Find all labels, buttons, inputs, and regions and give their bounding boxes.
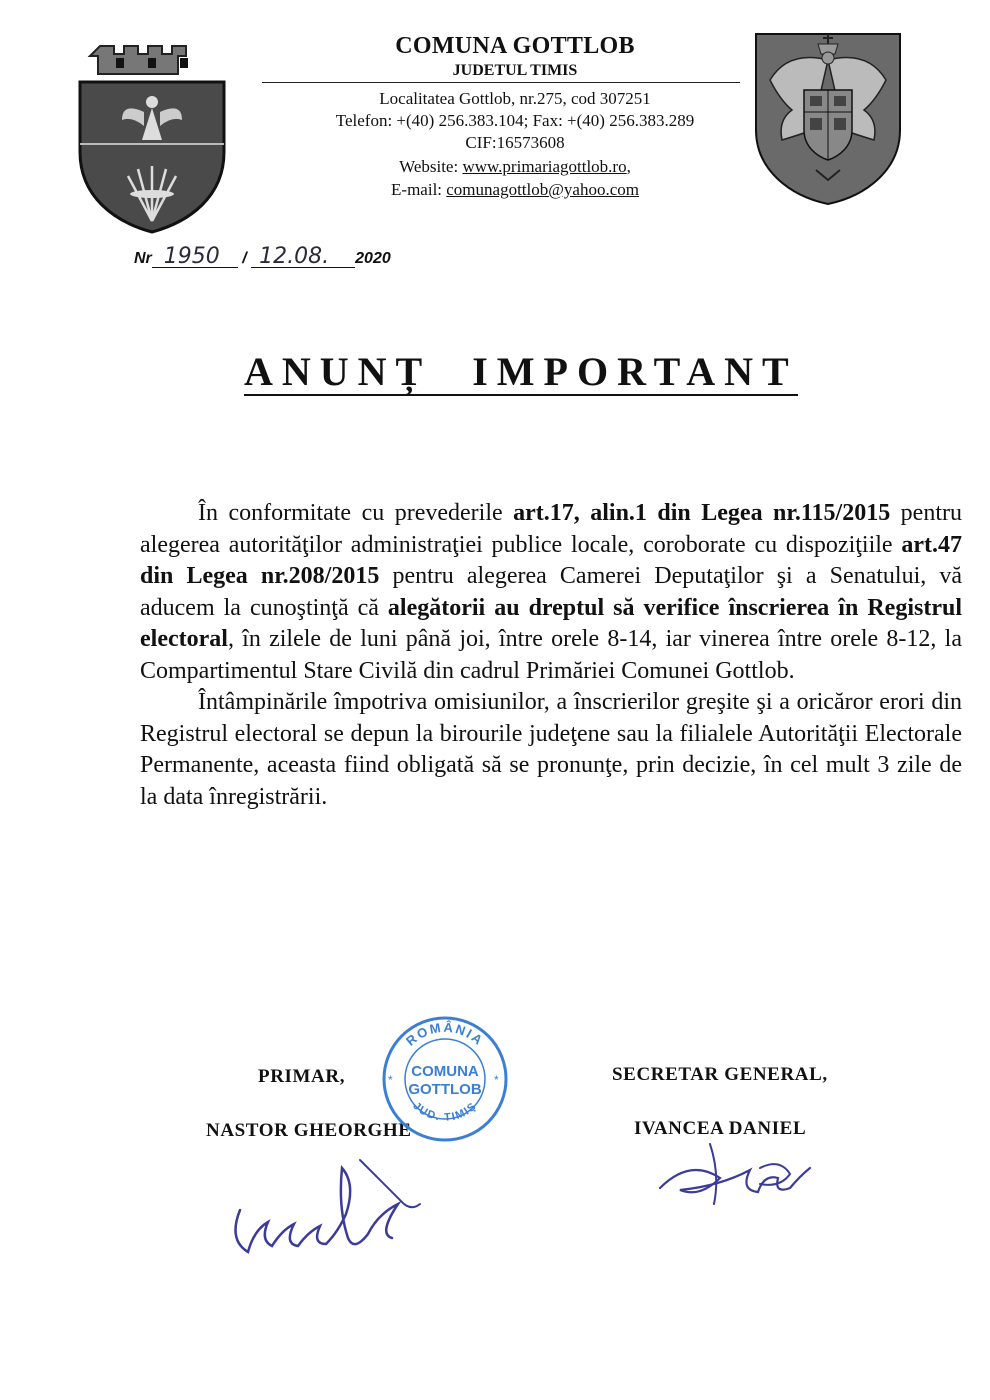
phone-number: +(40) 256.383.104 [396, 111, 524, 130]
website-suffix: , [626, 157, 631, 176]
p1-bold-law-208: art.47 din Legea nr.208/2015 [140, 531, 962, 589]
cif-line: CIF:16573608 [465, 133, 565, 152]
stamp-top-text: ROMÂNIA [403, 1019, 487, 1049]
phone-fax-line [300, 110, 730, 132]
document-title: ANUNȚ IMPORTANT [244, 349, 798, 394]
email-line [300, 179, 730, 201]
svg-text:JUD. TIMIŞ [411, 1100, 480, 1124]
stamp-star-right-icon: * [494, 1073, 499, 1087]
p1-bold-law-115: art.17, alin.1 din Legea nr.115/2015 [513, 500, 891, 526]
registration-number: 1950 [163, 244, 220, 269]
official-stamp-icon [380, 1014, 510, 1144]
address-line: Localitatea Gottlob, nr.275, cod 307251 [379, 89, 651, 108]
commune-name: COMUNA GOTTLOB [395, 33, 635, 59]
p1-bold-voters-right: alegătorii au dreptul să verifice înscrierea în Registrul electoral [140, 594, 962, 652]
p1-text-2: pentru alegerea autorităţilor administraţiei publice locale, coroborate cu dispoziţiile [140, 500, 962, 558]
stamp-center-line-2: GOTTLOB [408, 1081, 482, 1098]
paragraph-1 [140, 498, 962, 687]
header-divider [262, 82, 740, 83]
fax-number: +(40) 256.383.289 [567, 111, 695, 130]
registration-number-blank [152, 244, 238, 269]
registration-date: 12.08. [259, 244, 330, 269]
stamp-center-line-1: COMUNA [411, 1063, 479, 1080]
phone-prefix: Telefon: [335, 111, 397, 130]
registration-separator: / [242, 250, 247, 267]
email-label: E-mail: [391, 180, 447, 199]
stamp-bottom-text: JUD. TIMIŞ [410, 1099, 480, 1124]
registration-date-blank [251, 244, 355, 269]
website-line [300, 156, 730, 178]
website-link[interactable]: www.primariagottlob.ro [462, 157, 627, 176]
fax-prefix: ; Fax: [523, 111, 568, 130]
p1-text-1: În conformitate cu prevederile [198, 500, 514, 526]
announcement-body [140, 498, 962, 813]
county-name: JUDETUL TIMIS [452, 62, 578, 79]
gottlob-coat-of-arms-icon [72, 36, 232, 236]
stamp-star-left-icon: * [388, 1073, 393, 1087]
website-label: Website: [399, 157, 463, 176]
secretary-signature-icon [650, 1138, 820, 1218]
email-link[interactable]: comunagottlob@yahoo.com [446, 180, 639, 199]
registration-number-row [134, 244, 391, 269]
paragraph-2: Întâmpinările împotriva omisiunilor, a înscrierilor greşite şi a oricăror erori din Registrul electoral se depun la birourile judeţene sau la filialele Autorităţii Electorale Permanente, aceasta fiind obligată să se pronunţe, prin decizie, în cel mult 3 zile de la data înregistrării. [140, 689, 962, 810]
registration-year: 2020 [355, 250, 391, 267]
registration-label: Nr [134, 250, 152, 267]
secretary-name: IVANCEA DANIEL [634, 1118, 807, 1139]
mayor-signature-icon [210, 1150, 460, 1260]
p1-text-3: pentru alegerea Camerei Deputaţilor şi a Senatului, vă aducem la cunoştinţă că [140, 563, 963, 621]
secretary-title: SECRETAR GENERAL, [612, 1064, 828, 1085]
mayor-title: PRIMAR, [258, 1066, 346, 1087]
mayor-name: NASTOR GHEORGHE [206, 1120, 412, 1141]
p1-text-4: , în zilele de luni până joi, între orele 8-14, iar vinerea între orele 8-12, la Compartimentul Stare Civilă din cadrul Primăriei Comunei Gottlob. [140, 626, 962, 684]
romania-coat-of-arms-icon [752, 30, 904, 208]
